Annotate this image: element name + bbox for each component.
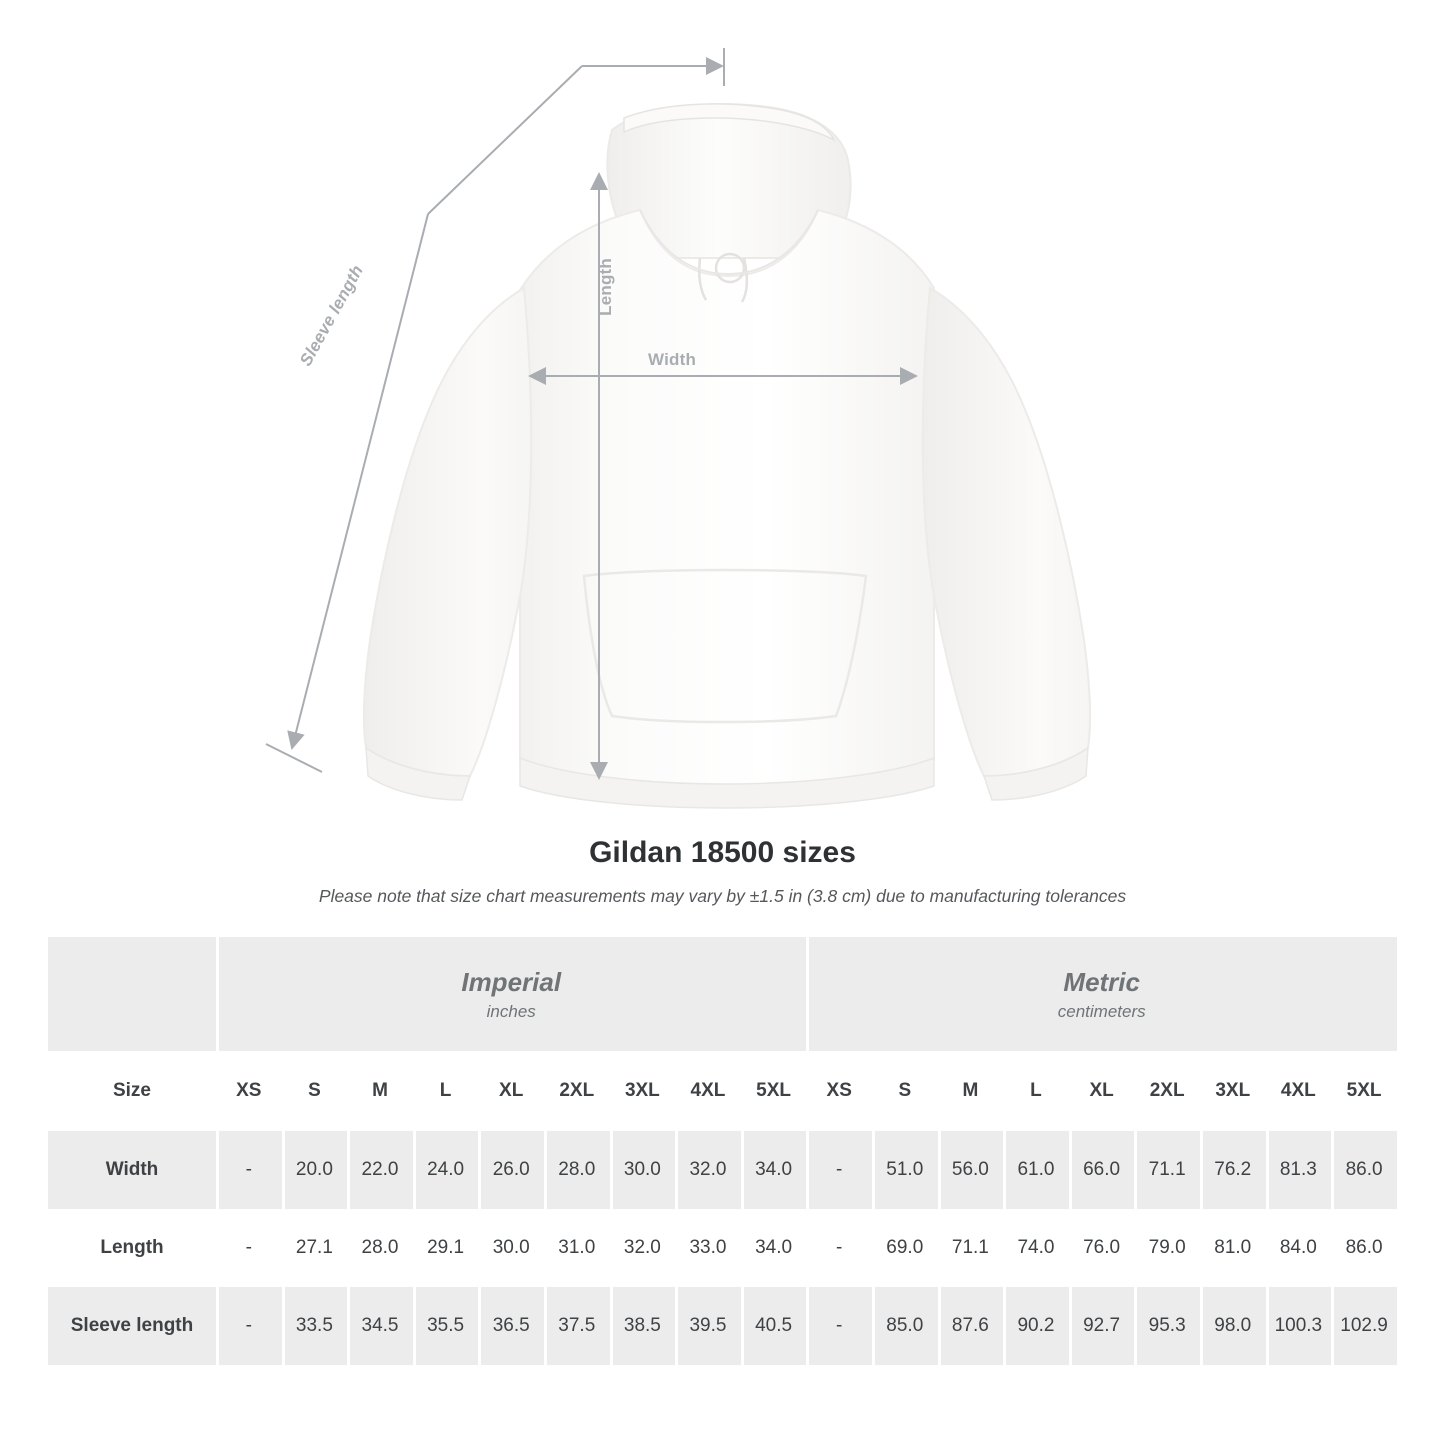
length-imperial-7: 33.0 <box>675 1209 741 1287</box>
metric-unit-name: Metric <box>1063 966 1140 997</box>
sleeve-metric-2: 87.6 <box>938 1287 1004 1365</box>
sleeve-metric-6: 98.0 <box>1200 1287 1266 1365</box>
unit-header-spacer <box>48 937 216 1051</box>
size-col-metric-4: XL <box>1069 1051 1135 1131</box>
tolerance-note: Please note that size chart measurements may vary by ±1.5 in (3.8 cm) due to manufacturing tolerances <box>318 886 1127 906</box>
width-metric-4: 66.0 <box>1069 1131 1135 1209</box>
size-col-metric-0: XS <box>806 1051 872 1131</box>
size-table <box>48 937 1397 1365</box>
width-metric-6: 76.2 <box>1200 1131 1266 1209</box>
length-metric-7: 84.0 <box>1266 1209 1332 1287</box>
size-col-metric-1: S <box>872 1051 938 1131</box>
length-metric-3: 74.0 <box>1003 1209 1069 1287</box>
width-imperial-8: 34.0 <box>741 1131 807 1209</box>
page-title: Gildan 18500 sizes <box>589 836 856 869</box>
sleeve-imperial-8: 40.5 <box>741 1287 807 1365</box>
size-col-metric-3: L <box>1003 1051 1069 1131</box>
width-metric-5: 71.1 <box>1134 1131 1200 1209</box>
length-imperial-0: - <box>216 1209 282 1287</box>
width-imperial-4: 26.0 <box>478 1131 544 1209</box>
size-col-imperial-2: M <box>347 1051 413 1131</box>
sleeve-metric-7: 100.3 <box>1266 1287 1332 1365</box>
table-row <box>48 1209 1397 1287</box>
row-label-length: Length <box>100 1237 164 1258</box>
length-metric-8: 86.0 <box>1331 1209 1397 1287</box>
width-metric-8: 86.0 <box>1331 1131 1397 1209</box>
width-metric-2: 56.0 <box>938 1131 1004 1209</box>
width-metric-0: - <box>806 1131 872 1209</box>
sleeve-metric-5: 95.3 <box>1134 1287 1200 1365</box>
sleeve-leader-diagonal <box>428 66 582 214</box>
metric-unit-header <box>806 937 1397 1051</box>
width-metric-3: 61.0 <box>1003 1131 1069 1209</box>
sleeve-imperial-5: 37.5 <box>544 1287 610 1365</box>
row-label-width: Width <box>48 1131 216 1209</box>
size-col-imperial-6: 3XL <box>610 1051 676 1131</box>
sleeve-length-label: Sleeve length <box>296 261 368 370</box>
imperial-unit-sub: inches <box>486 1002 536 1022</box>
sleeve-imperial-4: 36.5 <box>478 1287 544 1365</box>
width-imperial-1: 20.0 <box>282 1131 348 1209</box>
width-label: Width <box>648 350 697 369</box>
size-header-label: Size <box>48 1051 216 1131</box>
size-col-imperial-1: S <box>282 1051 348 1131</box>
unit-header-row <box>48 937 1397 1051</box>
sleeve-imperial-0: - <box>216 1287 282 1365</box>
size-table-wrap <box>48 937 1397 1365</box>
size-col-metric-5: 2XL <box>1134 1051 1200 1131</box>
width-imperial-0: - <box>216 1131 282 1209</box>
width-imperial-5: 28.0 <box>544 1131 610 1209</box>
width-imperial-6: 30.0 <box>610 1131 676 1209</box>
size-col-imperial-7: 4XL <box>675 1051 741 1131</box>
sleeve-metric-0: - <box>806 1287 872 1365</box>
size-col-imperial-3: L <box>413 1051 479 1131</box>
sleeve-metric-4: 92.7 <box>1069 1287 1135 1365</box>
sleeve-imperial-7: 39.5 <box>675 1287 741 1365</box>
length-metric-5: 79.0 <box>1134 1209 1200 1287</box>
length-label: Length <box>596 258 615 316</box>
width-metric-7: 81.3 <box>1266 1131 1332 1209</box>
size-col-imperial-8: 5XL <box>741 1051 807 1131</box>
width-imperial-3: 24.0 <box>413 1131 479 1209</box>
size-col-metric-2: M <box>938 1051 1004 1131</box>
sleeve-imperial-6: 38.5 <box>610 1287 676 1365</box>
size-col-imperial-0: XS <box>216 1051 282 1131</box>
sleeve-imperial-2: 34.5 <box>347 1287 413 1365</box>
table-row <box>48 1287 1397 1365</box>
sleeve-metric-8: 102.9 <box>1331 1287 1397 1365</box>
length-imperial-2: 28.0 <box>347 1209 413 1287</box>
length-imperial-1: 27.1 <box>282 1209 348 1287</box>
sleeve-imperial-1: 33.5 <box>282 1287 348 1365</box>
length-metric-2: 71.1 <box>938 1209 1004 1287</box>
metric-unit-sub: centimeters <box>1057 1002 1146 1022</box>
size-header-row <box>48 1051 1397 1131</box>
width-imperial-7: 32.0 <box>675 1131 741 1209</box>
length-metric-0: - <box>806 1209 872 1287</box>
sleeve-imperial-3: 35.5 <box>413 1287 479 1365</box>
sleeve-metric-3: 90.2 <box>1003 1287 1069 1365</box>
imperial-unit-header <box>216 937 806 1051</box>
width-imperial-2: 22.0 <box>347 1131 413 1209</box>
row-label-sleeve-length: Sleeve length <box>48 1287 216 1365</box>
size-col-metric-7: 4XL <box>1266 1051 1332 1131</box>
title-block <box>0 836 1445 907</box>
length-metric-4: 76.0 <box>1069 1209 1135 1287</box>
length-imperial-6: 32.0 <box>610 1209 676 1287</box>
length-metric-1: 69.0 <box>872 1209 938 1287</box>
hoodie-body <box>520 210 934 786</box>
table-row <box>48 1131 1397 1209</box>
size-col-imperial-5: 2XL <box>544 1051 610 1131</box>
length-imperial-4: 30.0 <box>478 1209 544 1287</box>
imperial-unit-name: Imperial <box>461 966 562 997</box>
length-imperial-8: 34.0 <box>741 1209 807 1287</box>
size-col-imperial-4: XL <box>478 1051 544 1131</box>
width-metric-1: 51.0 <box>872 1131 938 1209</box>
size-col-metric-6: 3XL <box>1200 1051 1266 1131</box>
sleeve-bottom-tick <box>266 744 322 772</box>
size-col-metric-8: 5XL <box>1331 1051 1397 1131</box>
left-sleeve <box>364 288 531 776</box>
length-imperial-5: 31.0 <box>544 1209 610 1287</box>
length-imperial-3: 29.1 <box>413 1209 479 1287</box>
sleeve-metric-1: 85.0 <box>872 1287 938 1365</box>
length-metric-6: 81.0 <box>1200 1209 1266 1287</box>
right-sleeve <box>923 288 1090 776</box>
